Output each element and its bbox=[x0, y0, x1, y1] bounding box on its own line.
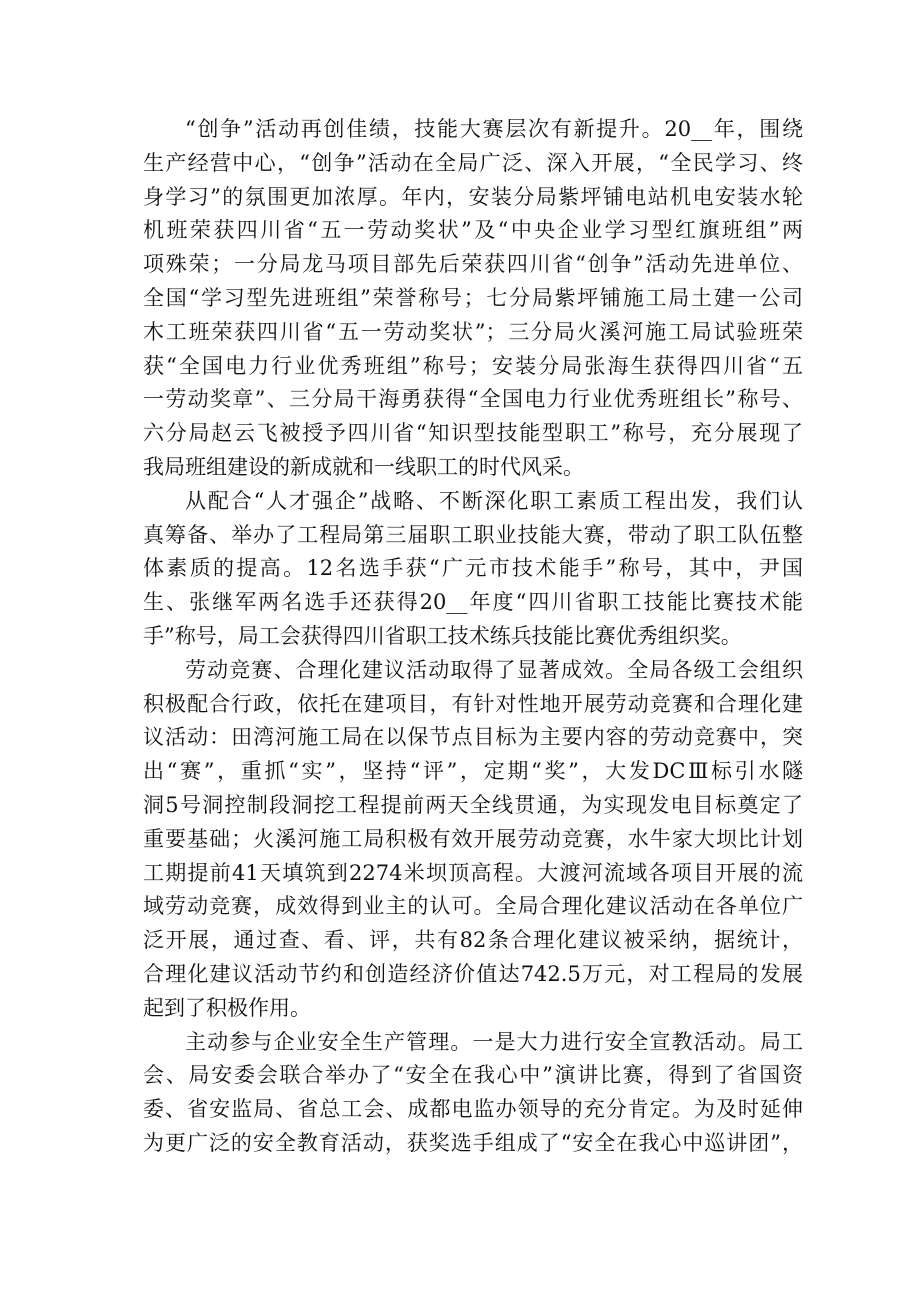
text-line: 六分局赵云飞被授予四川省“知识型技能型职工”称号，充分展现了 bbox=[143, 421, 803, 446]
text-line: 生产经营中心，“创争”活动在全局广泛、深入开展，“全民学习、终 bbox=[143, 150, 803, 175]
text-line: 机班荣获四川省“五一劳动奖状”及“中央企业学习型红旗班组”两 bbox=[143, 218, 803, 243]
text-line: 劳动竞赛、合理化建议活动取得了显著成效。全局各级工会组织 bbox=[185, 657, 803, 682]
text-line: 洞5号洞控制段洞挖工程提前两天全线贯通，为实现发电目标奠定了 bbox=[143, 792, 803, 817]
paragraph bbox=[143, 485, 803, 654]
text-line: 我局班组建设的新成就和一线职工的时代风采。 bbox=[143, 454, 584, 479]
document-body bbox=[143, 113, 803, 1161]
text-line: 会、局安委会联合举办了“安全在我心中”演讲比赛，得到了省国资 bbox=[143, 1063, 803, 1088]
text-line: 全国“学习型先进班组”荣誉称号；七分局紫坪铺施工局土建一公司 bbox=[143, 285, 803, 310]
text-line: 一劳动奖章”、三分局干海勇获得“全国电力行业优秀班组长”称号、 bbox=[143, 387, 803, 412]
text-line: 工期提前41天填筑到2274米坝顶高程。大渡河流域各项目开展的流 bbox=[143, 860, 803, 885]
paragraph bbox=[143, 1026, 803, 1161]
text-line: 合理化建议活动节约和创造经济价值达742.5万元，对工程局的发展 bbox=[143, 961, 803, 986]
text-line: 议活动：田湾河施工局在以保节点目标为主要内容的劳动竞赛中，突 bbox=[143, 725, 803, 750]
text-line: 木工班荣获四川省“五一劳动奖状”；三分局火溪河施工局试验班荣 bbox=[143, 319, 803, 344]
text-line: 出“赛”，重抓“实”，坚持“评”，定期“奖”，大发DCⅢ标引水隧 bbox=[143, 759, 803, 784]
text-line: 身学习”的氛围更加浓厚。年内，安装分局紫坪铺电站机电安装水轮 bbox=[143, 184, 803, 209]
text-line: 体素质的提高。12名选手获“广元市技术能手”称号，其中，尹国 bbox=[143, 556, 803, 581]
text-line: 主动参与企业安全生产管理。一是大力进行安全宣教活动。局工 bbox=[185, 1029, 803, 1054]
text-line: 获“全国电力行业优秀班组”称号；安装分局张海生获得四川省“五 bbox=[143, 353, 803, 378]
text-line: 起到了积极作用。 bbox=[143, 995, 311, 1020]
text-line: 从配合“人才强企”战略、不断深化职工素质工程出发，我们认 bbox=[185, 488, 803, 513]
paragraph bbox=[143, 113, 803, 485]
text-line: 手”称号，局工会获得四川省职工技术练兵技能比赛优秀组织奖。 bbox=[143, 623, 742, 648]
text-line: 为更广泛的安全教育活动，获奖选手组成了“安全在我心中巡讲团”， bbox=[143, 1130, 803, 1155]
text-line: 泛开展，通过查、看、评，共有82条合理化建议被采纳，据统计， bbox=[143, 928, 803, 953]
text-line: 域劳动竞赛，成效得到业主的认可。全局合理化建议活动在各单位广 bbox=[143, 894, 803, 919]
text-line: 生、张继军两名选手还获得20__年度“四川省职工技能比赛技术能 bbox=[143, 590, 803, 615]
text-line: 项殊荣；一分局龙马项目部先后荣获四川省“创争”活动先进单位、 bbox=[143, 252, 803, 277]
text-line: 积极配合行政，依托在建项目，有针对性地开展劳动竞赛和合理化建 bbox=[143, 691, 803, 716]
text-line: 委、省安监局、省总工会、成都电监办领导的充分肯定。为及时延伸 bbox=[143, 1097, 803, 1122]
paragraph bbox=[143, 654, 803, 1026]
text-line: 重要基础；火溪河施工局积极有效开展劳动竞赛，水牛家大坝比计划 bbox=[143, 826, 803, 851]
text-line: 真筹备、举办了工程局第三届职工职业技能大赛，带动了职工队伍整 bbox=[143, 522, 803, 547]
text-line: “创争”活动再创佳绩，技能大赛层次有新提升。20__年，围绕 bbox=[185, 117, 803, 141]
